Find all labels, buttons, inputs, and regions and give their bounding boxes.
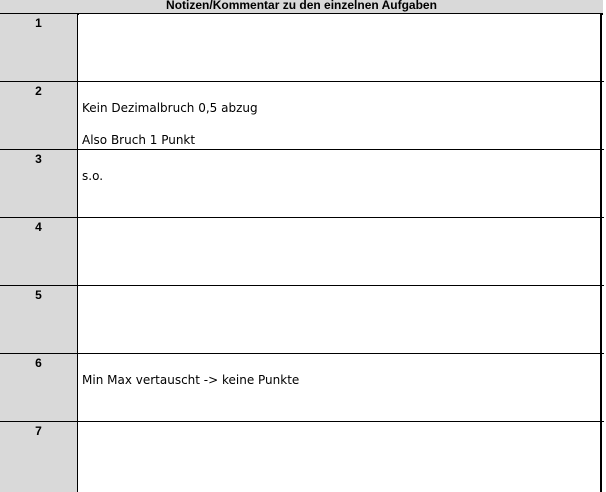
note-cell[interactable] xyxy=(79,286,602,353)
note-text: Min Max vertauscht -> keine Punkte xyxy=(82,373,300,387)
task-number-cell[interactable]: 5 xyxy=(0,286,78,353)
note-text: Also Bruch 1 Punkt xyxy=(82,133,196,147)
table-row xyxy=(0,14,604,82)
task-number-cell[interactable]: 1 xyxy=(0,14,78,81)
note-text: s.o. xyxy=(82,169,104,183)
note-cell[interactable] xyxy=(79,14,602,81)
task-number-cell[interactable]: 7 xyxy=(0,422,78,492)
note-cell[interactable] xyxy=(79,150,602,217)
table-row xyxy=(0,354,604,422)
task-number-cell[interactable]: 2 xyxy=(0,82,78,149)
table-row xyxy=(0,422,604,492)
table-row xyxy=(0,218,604,286)
note-cell[interactable] xyxy=(79,82,602,149)
table-row xyxy=(0,82,604,150)
notes-table xyxy=(0,14,604,492)
note-cell[interactable] xyxy=(79,218,602,285)
note-cell[interactable] xyxy=(79,422,602,492)
table-row xyxy=(0,150,604,218)
task-number-cell[interactable]: 6 xyxy=(0,354,78,421)
sheet-header-title: Notizen/Kommentar zu den einzelnen Aufgaben xyxy=(166,0,437,12)
note-cell[interactable] xyxy=(79,354,602,421)
sheet-header xyxy=(0,0,603,15)
note-text: Kein Dezimalbruch 0,5 abzug xyxy=(82,101,258,115)
task-number-cell[interactable]: 4 xyxy=(0,218,78,285)
task-number-cell[interactable]: 3 xyxy=(0,150,78,217)
table-row xyxy=(0,286,604,354)
